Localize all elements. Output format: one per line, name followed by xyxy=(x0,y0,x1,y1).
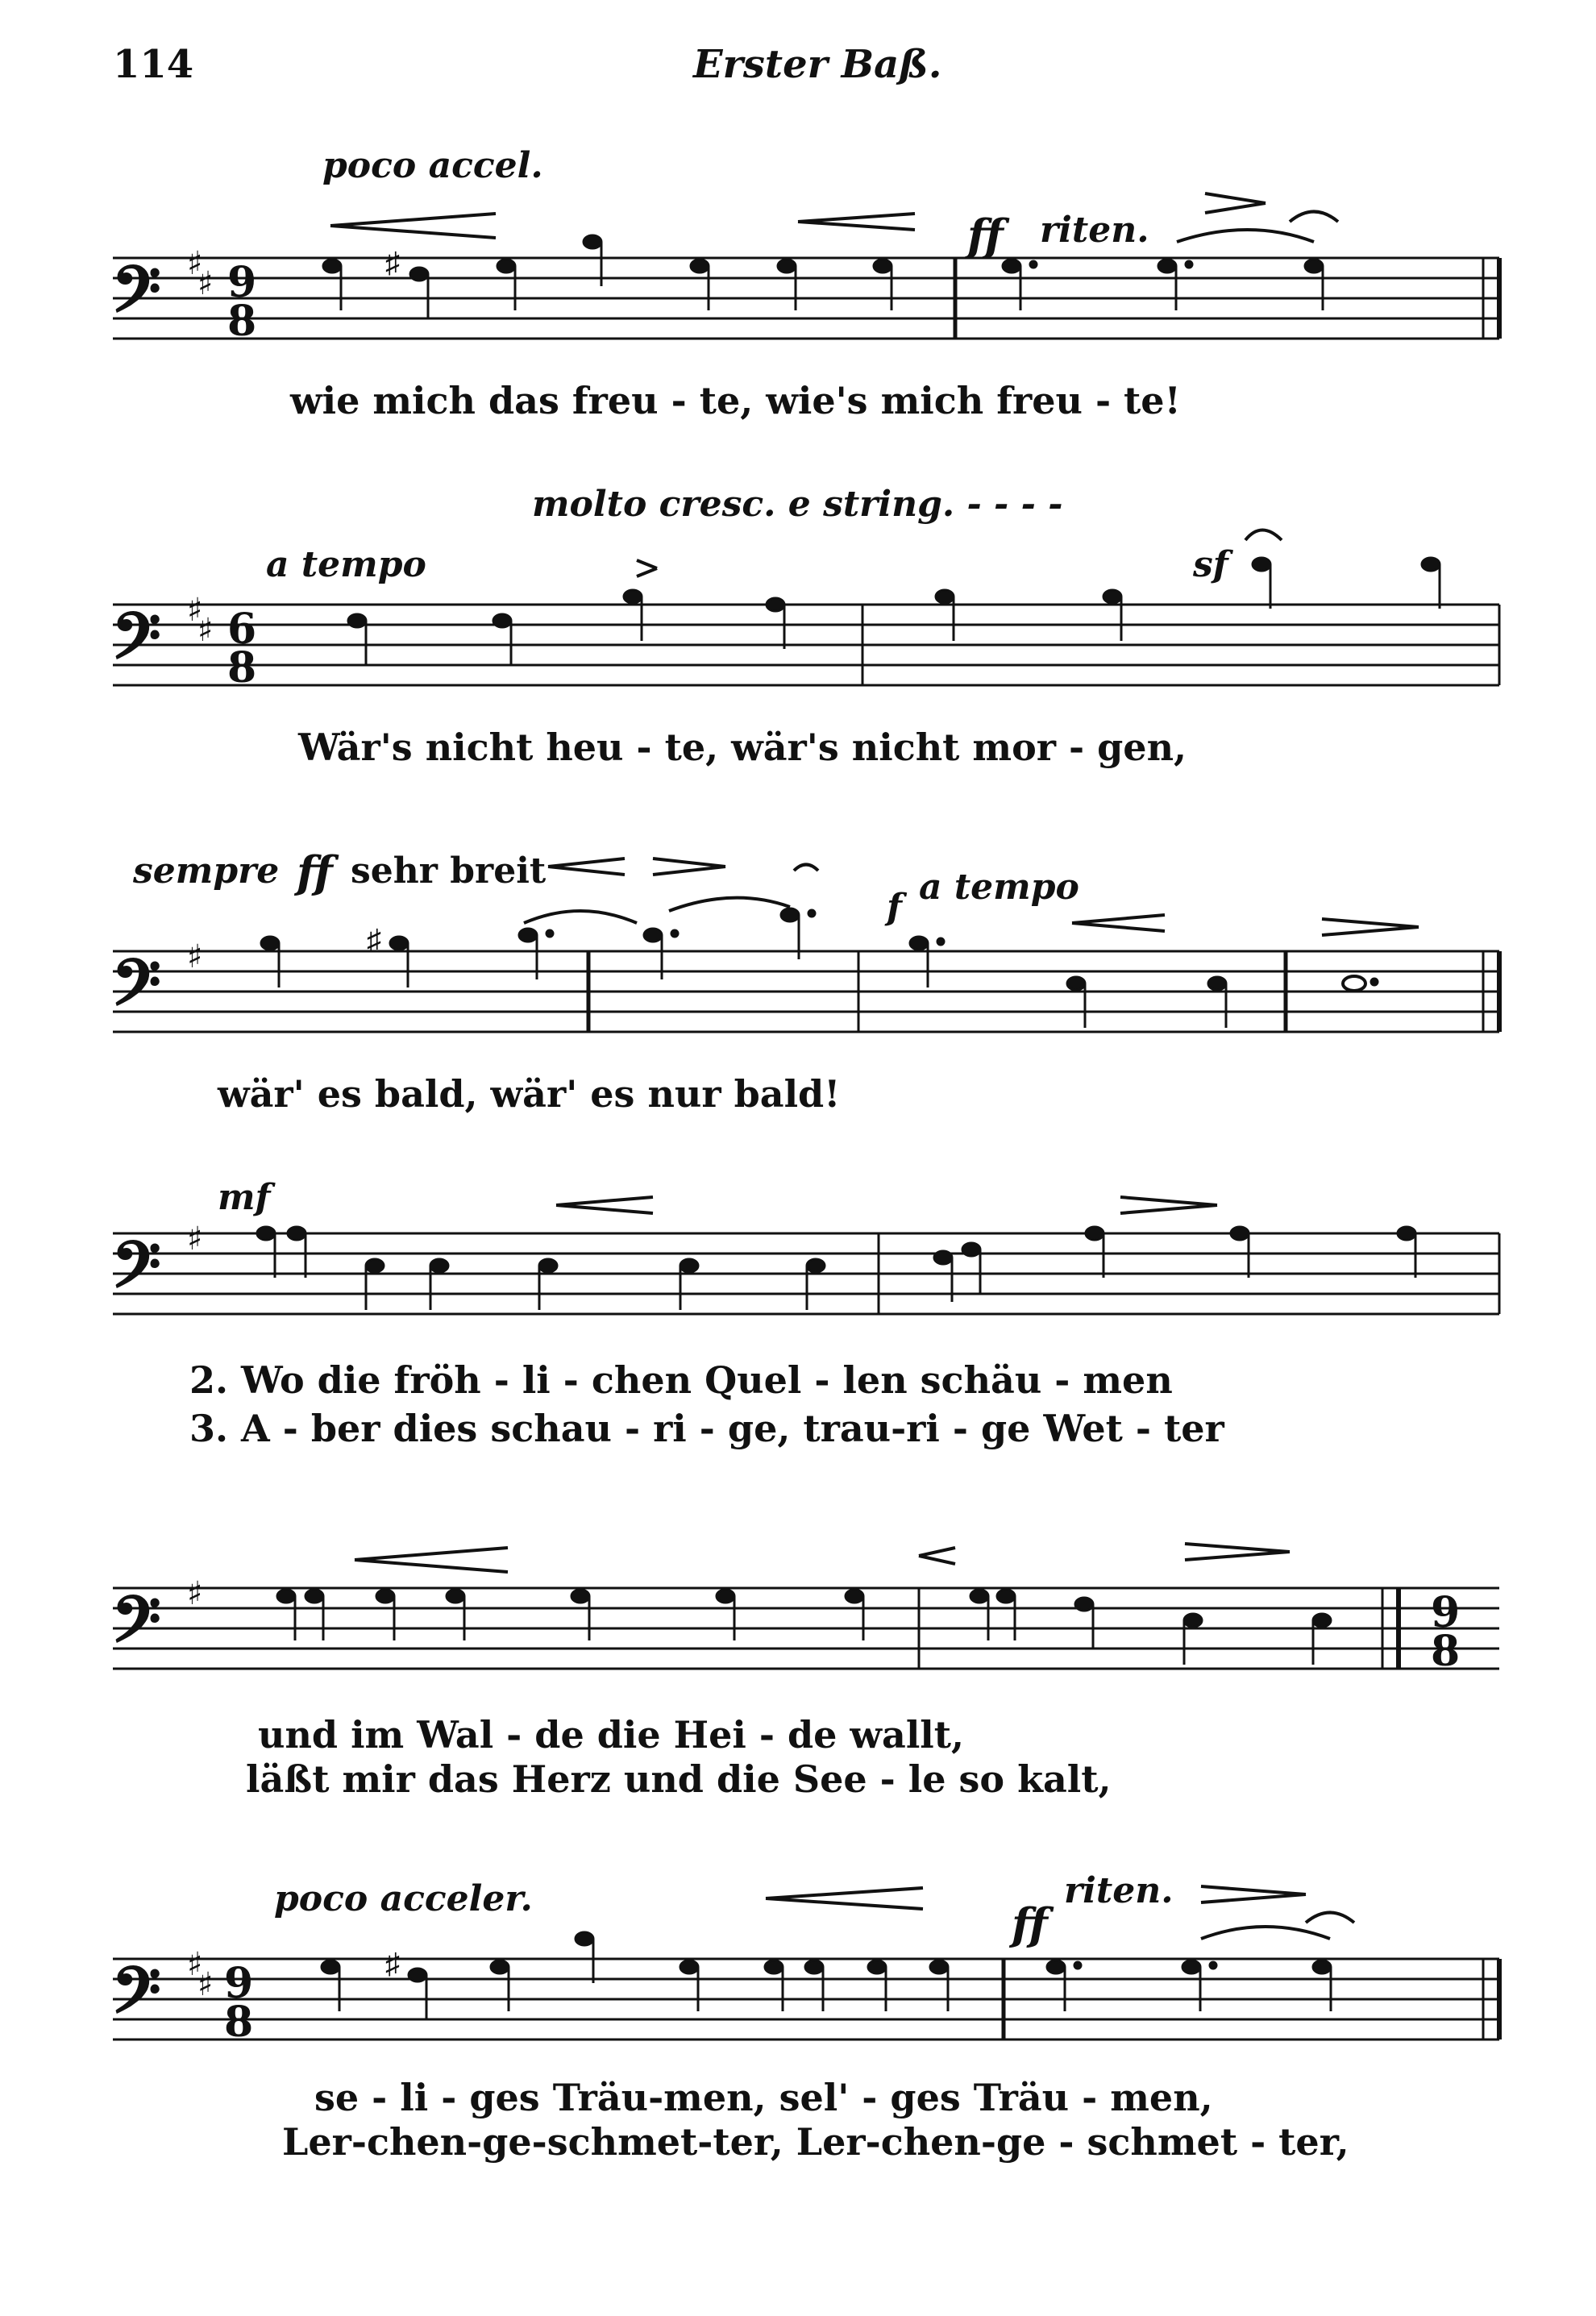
music-system-5 xyxy=(0,1524,1596,1801)
svg-text:𝄢: 𝄢 xyxy=(111,1227,161,1318)
tempo-marking: poco acceler. xyxy=(274,1878,533,1919)
svg-text:9: 9 xyxy=(227,258,257,307)
svg-text:♯: ♯ xyxy=(385,1948,400,1980)
staff xyxy=(0,838,1596,1112)
music-system-6 xyxy=(0,1870,1596,2164)
svg-text:𝄢: 𝄢 xyxy=(111,945,161,1036)
svg-text:𝄢: 𝄢 xyxy=(111,1952,161,2044)
lyric-line: Wär's nicht heu - te, wär's nicht mor - gen, xyxy=(298,726,1187,769)
svg-text:♯: ♯ xyxy=(187,591,203,629)
tempo-marking: a tempo xyxy=(919,867,1079,908)
dynamic-marking: mf xyxy=(218,1177,271,1218)
lyric-line: und im Wal - de die Hei - de wallt, xyxy=(258,1713,965,1757)
tempo-marking: a tempo xyxy=(266,544,426,585)
lyric-line: se - li - ges Träu-men, sel' - ges Träu - men, xyxy=(314,2076,1213,2119)
svg-text:♯: ♯ xyxy=(385,247,400,279)
svg-text:♯: ♯ xyxy=(187,1574,203,1612)
lyric-line: 3. A - ber dies schau - ri - ge, trau-ri - ge Wet - ter xyxy=(189,1407,1224,1450)
music-system-4 xyxy=(0,1169,1596,1450)
svg-text:♯: ♯ xyxy=(367,924,381,956)
svg-text:9: 9 xyxy=(224,1959,254,2008)
music-system-2 xyxy=(0,484,1596,769)
svg-text:♯: ♯ xyxy=(197,1965,214,2003)
tempo-marking: molto cresc. e string. - - - - xyxy=(532,484,1063,525)
page-number: 114 xyxy=(113,42,194,87)
svg-text:♯: ♯ xyxy=(187,1945,203,1983)
running-title: Erster Baß. xyxy=(693,42,942,87)
svg-text:♯: ♯ xyxy=(197,611,214,649)
svg-text:♯: ♯ xyxy=(187,1220,203,1258)
lyric-line: läßt mir das Herz und die See - le so kalt, xyxy=(246,1757,1112,1801)
svg-text:8: 8 xyxy=(224,1998,254,2047)
music-system-3 xyxy=(0,838,1596,1116)
staff xyxy=(0,145,1596,419)
staff xyxy=(0,492,1596,766)
lyric-line: Ler-chen-ge-schmet-ter, Ler-chen-ge - schmet - ter, xyxy=(282,2120,1349,2164)
dynamic-marking: ff xyxy=(297,846,333,898)
svg-text:8: 8 xyxy=(227,297,257,346)
svg-text:♯: ♯ xyxy=(197,264,214,302)
svg-text:♯: ♯ xyxy=(187,938,203,975)
tempo-marking: poco accel. xyxy=(322,145,543,186)
lyric-line: wär' es bald, wär' es nur bald! xyxy=(218,1072,841,1116)
tempo-marking: riten. xyxy=(1040,210,1149,251)
dynamic-marking: ff xyxy=(967,210,1004,261)
dynamic-marking: f xyxy=(887,887,902,928)
lyric-line: 2. Wo die fröh - li - chen Quel - len schäu - men xyxy=(189,1358,1173,1402)
svg-text:6: 6 xyxy=(227,605,257,654)
expression-marking: sehr breit xyxy=(351,850,547,892)
svg-text:𝄢: 𝄢 xyxy=(111,252,161,343)
dynamic-marking: sempre xyxy=(133,850,280,892)
staff xyxy=(0,1524,1596,1798)
music-system-1 xyxy=(0,145,1596,422)
lyric-line: wie mich das freu - te, wie's mich freu - te! xyxy=(290,379,1181,422)
staff xyxy=(0,1169,1596,1443)
tempo-marking: riten. xyxy=(1064,1870,1174,1911)
svg-text:9: 9 xyxy=(1431,1588,1461,1637)
svg-text:8: 8 xyxy=(1431,1627,1461,1676)
svg-text:8: 8 xyxy=(227,643,257,692)
dynamic-marking: sf xyxy=(1193,544,1228,585)
svg-text:𝄢: 𝄢 xyxy=(111,598,161,689)
svg-text:𝄢: 𝄢 xyxy=(111,1582,161,1673)
dynamic-marking: ff xyxy=(1012,1898,1048,1950)
svg-text:♯: ♯ xyxy=(187,244,203,282)
